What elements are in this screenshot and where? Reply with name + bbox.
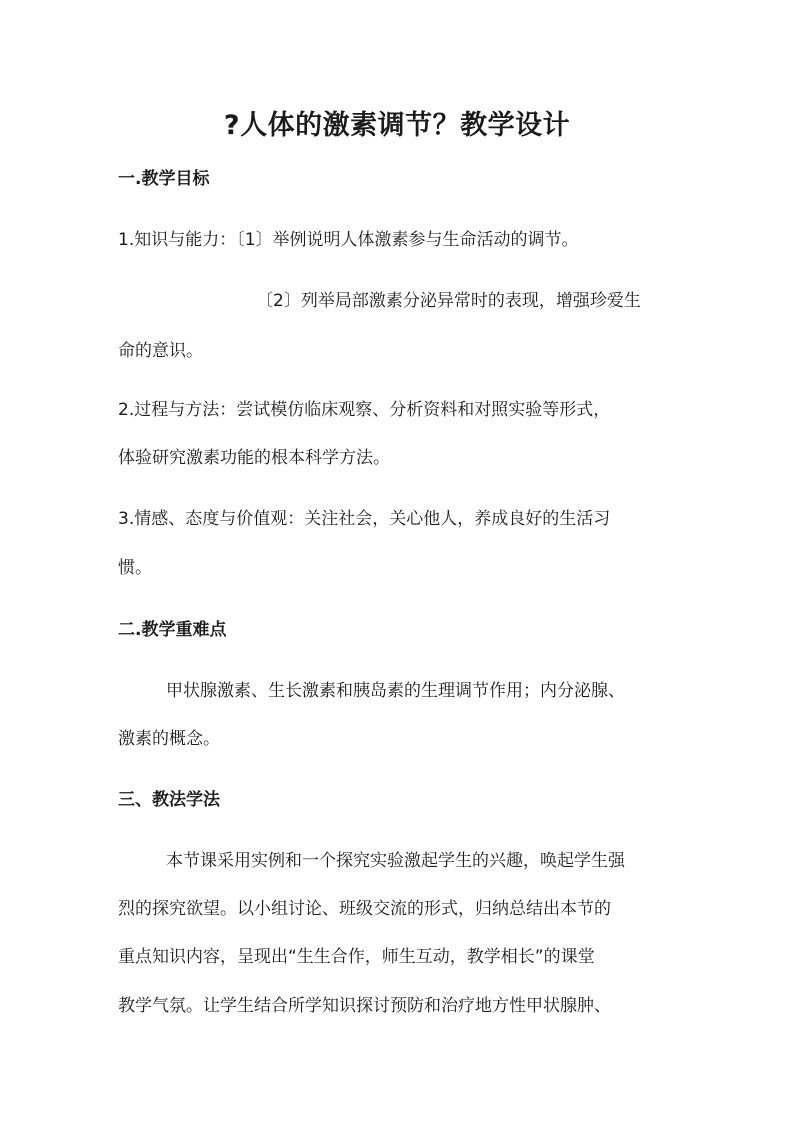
paragraph-line: 2.过程与方法：尝试模仿临床观察、分析资料和对照实验等形式， — [118, 400, 611, 420]
section-heading-methods: 三、教法学法 — [118, 790, 220, 810]
paragraph-line: 激素的概念。 — [118, 729, 220, 749]
paragraph-line: 3.情感、态度与价值观：关注社会，关心他人，养成良好的生活习 — [118, 509, 611, 529]
paragraph-line: 体验研究激素功能的根本科学方法。 — [118, 448, 390, 468]
paragraph-line: 甲状腺激素、生长激素和胰岛素的生理调节作用；内分泌腺、 — [166, 681, 625, 701]
paragraph-line: 惯。 — [118, 558, 152, 578]
paragraph-line: 重点知识内容，呈现出“生生合作，师生互动，教学相长”的课堂 — [118, 947, 595, 967]
paragraph-line: 1.知识与能力：〔1〕举例说明人体激素参与生命活动的调节。 — [118, 230, 579, 250]
document-title: ?人体的激素调节？教学设计 — [223, 110, 571, 141]
paragraph-line: 命的意识。 — [118, 341, 203, 361]
paragraph-line: 〔2〕列举局部激素分泌异常时的表现，增强珍爱生 — [256, 291, 641, 311]
paragraph-line: 本节课采用实例和一个探究实验激起学生的兴趣，唤起学生强 — [166, 851, 625, 871]
paragraph-line: 教学气氛。让学生结合所学知识探讨预防和治疗地方性甲状腺肿、 — [118, 996, 611, 1016]
paragraph-line: 烈的探究欲望。以小组讨论、班级交流的形式，归纳总结出本节的 — [118, 899, 611, 919]
section-heading-teaching-goals: 一.教学目标 — [118, 169, 210, 189]
section-heading-key-points: 二.教学重难点 — [118, 620, 227, 640]
